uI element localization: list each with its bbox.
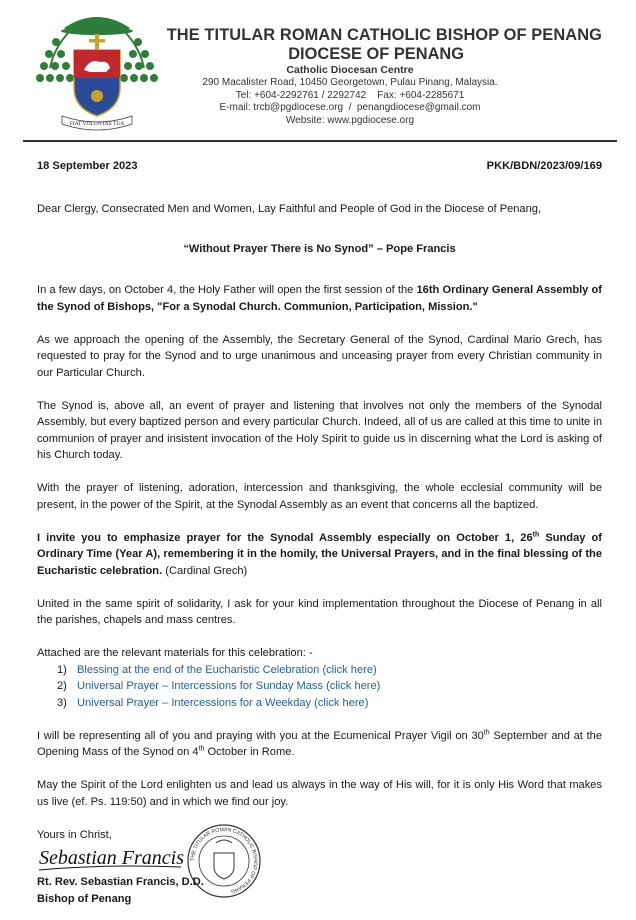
handwritten-signature	[35, 840, 185, 876]
diocese-crest	[34, 8, 160, 132]
header-tel: Tel: +604-2292761 / 2292742 Fax: +604-2285671	[235, 89, 465, 101]
salutation: Dear Clergy, Consecrated Men and Women, Lay Faithful and People of God in the Diocese of Penang,	[37, 203, 542, 215]
seal-hat-icon	[216, 840, 232, 843]
quote-heading: “Without Prayer There is No Synod” – Pope Francis	[183, 243, 456, 255]
list-item: 3) Universal Prayer – Intercessions for a Weekday (click here)	[57, 696, 369, 709]
closing: Yours in Christ,	[37, 829, 112, 841]
letter-body	[37, 158, 602, 810]
attachment-link-sunday-prayer[interactable]: Universal Prayer – Intercessions for Sunday Mass (click here)	[77, 680, 381, 692]
paragraph-8: May the Spirit of the Lord enlighten us and lead us always in the way of His will, for it is only His Word that makes us live (ef. Ps. 119:50) and in which we find our joy.	[37, 779, 602, 808]
attachments-list	[37, 662, 602, 712]
list-item: 2) Universal Prayer – Intercessions for Sunday Mass (click here)	[57, 680, 381, 692]
signatory-title: Bishop of Penang	[37, 892, 132, 905]
svg-text:THE TITULAR ROMAN CATHOLIC BIS: THE TITULAR ROMAN CATHOLIC BISHOP OF PENANG	[189, 826, 259, 895]
header-website: Website: www.pgdiocese.org	[285, 115, 415, 127]
date-ref-row	[37, 158, 602, 175]
paragraph-1: In a few days, on October 4, the Holy Father will open the first session of the 16th Ordinary General Assembly of the Synod of Bishops, "For a Synodal Church. Communion, Participation, Mission."	[37, 284, 602, 313]
letter-date: 18 September 2023	[37, 160, 138, 172]
signatory	[37, 874, 204, 907]
paragraph-7: I will be representing all of you and praying with you at the Ecumenical Prayer Vigil on 30th September and at the Opening Mass of the Synod on 4th October in Rome.	[37, 728, 602, 758]
header-email: E-mail: trcb@pgdiocese.org / penangdiocese@gmail.com	[219, 102, 481, 114]
crest-motto: FIAT VOLUNTAS TUA	[69, 121, 125, 127]
header-address: 290 Macalister Road, 10450 Georgetown, Pulau Pinang, Malaysia.	[202, 76, 498, 88]
seal-shield-icon	[214, 853, 234, 879]
signatory-name: Rt. Rev. Sebastian Francis, D.D.	[37, 876, 204, 888]
paragraph-3: The Synod is, above all, an event of prayer and listening that involves not only the members of the Synodal Assembly, but every baptized person and every particular Church. Indeed, all of us are called at this time to unite in communion of prayer and insistent invocation of the Holy Spirit to guide us in discerning what the Lord is asking of his Church today.	[37, 399, 602, 461]
galero-brim	[61, 27, 133, 35]
list-item: 1) Blessing at the end of the Eucharistic Celebration (click here)	[57, 663, 377, 676]
letter-reference: PKK/BDN/2023/09/169	[486, 160, 602, 172]
paragraph-5: I invite you to emphasize prayer for the Synodal Assembly especially on October 1, 26th Sunday of Ordinary Time (Year A), remembering it in the homily, the Universal Prayers, and in the final blessing of the Eucharistic celebration. (Cardinal Grech)	[37, 530, 602, 577]
tassels-left	[36, 38, 74, 82]
attachments-intro: Attached are the relevant materials for this celebration: -	[37, 647, 313, 659]
header-contact	[190, 64, 510, 128]
paragraph-2: As we approach the opening of the Assembly, the Secretary General of the Synod, Cardinal Mario Grech, has requested to pray for the Synod and to urge unanimous and unceasing prayer from every Christian community in our Particular Church.	[37, 333, 602, 379]
header-divider	[23, 140, 617, 142]
paragraph-4: With the prayer of listening, adoration, intercession and thanksgiving, the whole ecclesial community will be present, in the power of the Spirit, at the Synodal Assembly as an event that concerns all the baptized.	[37, 482, 602, 511]
paragraph-6: United in the same spirit of solidarity, I ask for your kind implementation throughout the Diocese of Penang in all the parishes, chapels and mass centres.	[37, 597, 602, 626]
attachment-link-blessing[interactable]: Blessing at the end of the Eucharistic Celebration (click here)	[77, 663, 377, 676]
header-centre: Catholic Diocesan Centre	[286, 64, 414, 76]
star-icon	[91, 90, 103, 102]
attachment-link-weekday-prayer[interactable]: Universal Prayer – Intercessions for a Weekday (click here)	[77, 696, 369, 709]
svg-text:Sebastian Francis: Sebastian Francis	[39, 847, 184, 869]
header-title: THE TITULAR ROMAN CATHOLIC BISHOP OF PENANG	[166, 26, 602, 44]
header-subtitle: DIOCESE OF PENANG	[288, 45, 464, 63]
